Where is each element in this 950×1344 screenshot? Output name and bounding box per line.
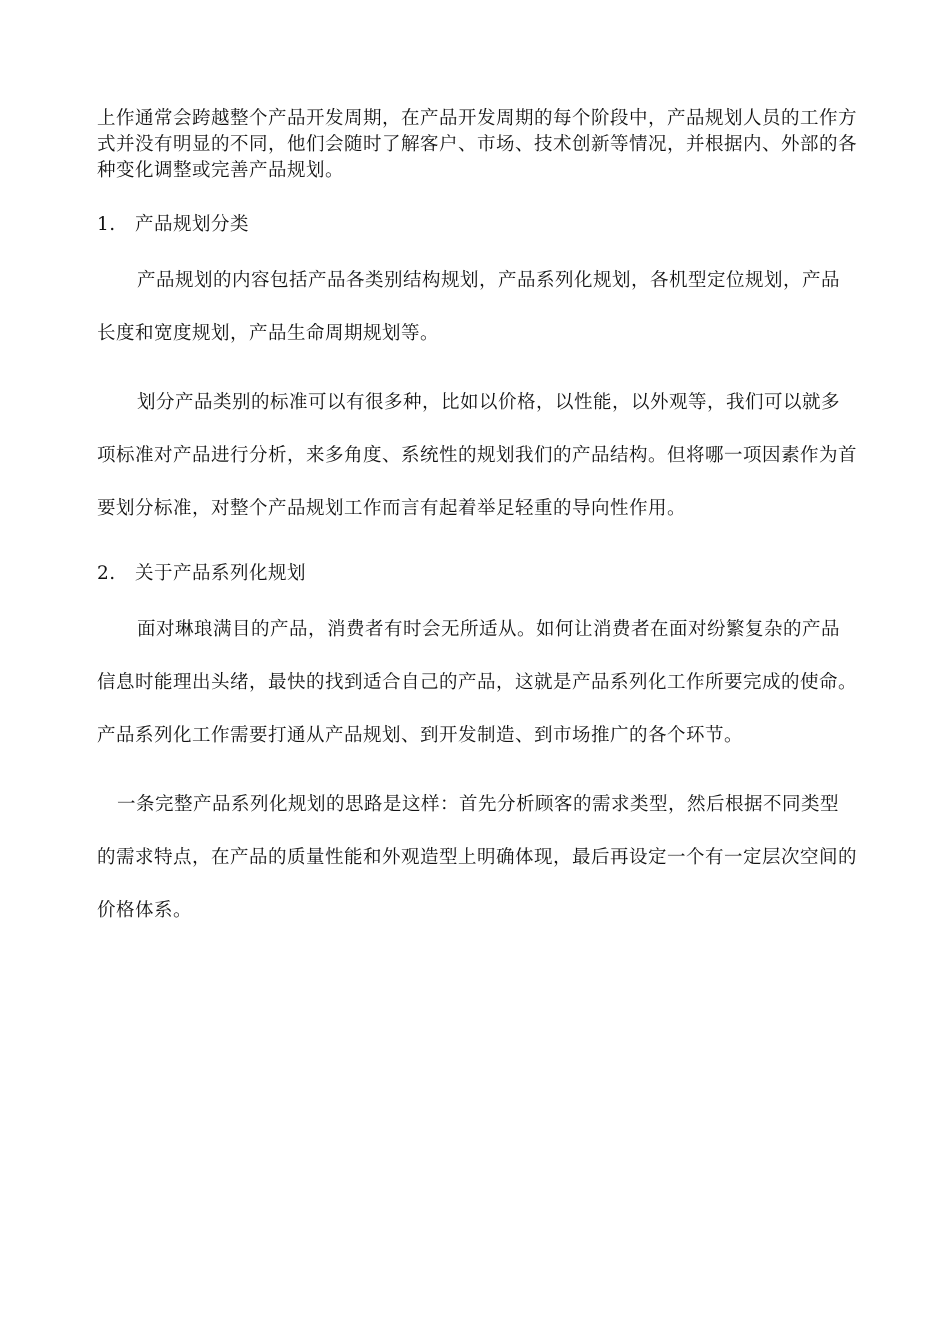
section-1-title: 产品规划分类 <box>135 214 250 235</box>
section-1-heading <box>97 212 857 238</box>
section-1-paragraph-1: 产品规划的内容包括产品各类别结构规划，产品系列化规划，各机型定位规划，产品长度和宽度规划，产品生命周期规划等。 <box>97 270 841 344</box>
section-2-number: 2. <box>97 563 116 584</box>
section-2-paragraph-1: 面对琳琅满目的产品，消费者有时会无所适从。如何让消费者在面对纷繁复杂的产品信息时能理出头绪，最快的找到适合自己的产品，这就是产品系列化工作所要完成的使命。产品系列化工作需要打通从产品规划、到开发制造、到市场推广的各个环节。 <box>97 619 858 746</box>
section-2-title: 关于产品系列化规划 <box>135 563 307 584</box>
intro-paragraph: 上作通常会跨越整个产品开发周期，在产品开发周期的每个阶段中，产品规划人员的工作方式并没有明显的不同，他们会随时了解客户、市场、技术创新等情况，并根据内、外部的各种变化调整或完善产品规划。 <box>97 108 858 181</box>
section-2-paragraph-2: 一条完整产品系列化规划的思路是这样：首先分析顾客的需求类型，然后根据不同类型的需求特点，在产品的质量性能和外观造型上明确体现，最后再设定一个有一定层次空间的价格体系。 <box>97 794 858 921</box>
section-1-number: 1. <box>97 214 116 235</box>
section-1-paragraph-2: 划分产品类别的标准可以有很多种，比如以价格，以性能，以外观等，我们可以就多项标准对产品进行分析，来多角度、系统性的规划我们的产品结构。但将哪一项因素作为首要划分标准，对整个产品规划工作而言有起着举足轻重的导向性作用。 <box>97 392 858 519</box>
section-2-heading <box>97 561 857 587</box>
document-page <box>97 106 857 937</box>
